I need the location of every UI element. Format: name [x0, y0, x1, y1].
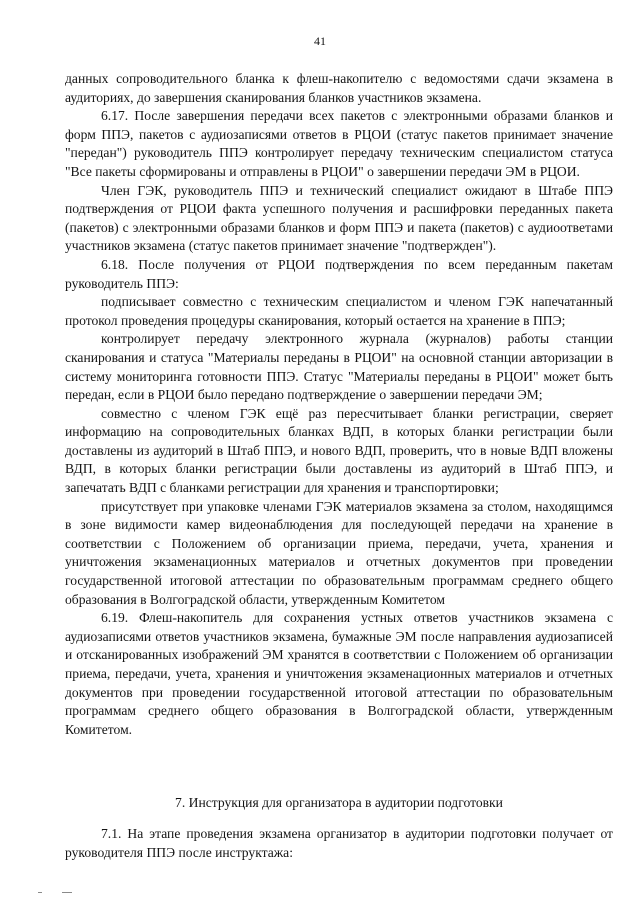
scan-mark: [38, 889, 72, 895]
paragraph: данных сопроводительного бланка к флеш-накопителю с ведомостями сдачи экзамена в аудиториях, до завершения сканирования бланков участников экзамена.: [65, 71, 613, 105]
paragraph: 6.18. После получения от РЦОИ подтверждения по всем переданным пакетам руководитель ППЭ:: [65, 256, 613, 291]
body-text: [65, 70, 613, 739]
paragraph: контролирует передачу электронного журнала (журналов) работы станции сканирования и статуса "Материалы переданы в РЦОИ" на основной станции авторизации в систему мониторинга готовности ППЭ. Статус "Материалы переданы в РЦОИ" может быть передан, если в РЦОИ было передано подтверждение о завершении передачи ЭМ;: [65, 331, 613, 403]
paragraph: совместно с членом ГЭК ещё раз пересчитывает бланки регистрации, сверяет информацию на сопроводительных бланках ВДП, в которых бланки регистрации были доставлены из аудиторий в Штаб ППЭ, и нового ВДП, проверить, что в новые ВДП вложены ВДП, в которых бланки регистрации были доставлены из аудиторий в Штаб ППЭ, и запечатать ВДП с бланками регистрации для хранения и транспортировки;: [65, 405, 613, 496]
paragraph: 6.17. После завершения передачи всех пакетов с электронными образами бланков и форм ППЭ, пакетов с аудиозаписями ответов в РЦОИ (статус пакетов принимает значение "передан") руководитель ППЭ контролирует передачу техническим специалистом статуса "Все пакеты сформированы и отправлены в РЦОИ" о завершении передачи ЭМ в РЦОИ.: [65, 108, 613, 179]
paragraph: Член ГЭК, руководитель ППЭ и технический специалист ожидают в Штабе ППЭ подтверждения от РЦОИ факта успешного получения и расшифровки переданных пакета (пакетов) с электронными образами бланков и форм ППЭ и пакета (пакетов) с аудиоответами участников экзамена (статус пакетов принимает значение "подтвержден").: [65, 182, 613, 254]
paragraph: подписывает совместно с техническим специалистом и членом ГЭК напечатанный протокол проведения процедуры сканирования, который остается на хранение в ППЭ;: [65, 294, 613, 328]
paragraph: присутствует при упаковке членами ГЭК материалов экзамена за столом, находящимся в зоне видимости камер видеонаблюдения для последующей передачи на хранение в соответствии с Положением об организации приема, передачи, учета, хранения и уничтожения экзаменационных материалов и отчетных документов при проведении государственной итоговой аттестации по образовательным программам среднего общего образования в Волгоградской области, утвержденным Комитетом: [65, 498, 613, 607]
section-heading: 7. Инструкция для организатора в аудитории подготовки: [175, 795, 503, 810]
paragraph: 6.19. Флеш-накопитель для сохранения устных ответов участников экзамена с аудиозаписями ответов участников экзамена, бумажные ЭМ после направления аудиозаписей и отсканированных изображений ЭМ хранятся в соответствии с Положением об организации приема, передачи, учета, хранения и уничтожения экзаменационных материалов и отчетных документов при проведении государственной итоговой аттестации по образовательным программам среднего общего образования в Волгоградской области, утвержденным Комитетом.: [65, 610, 613, 737]
section-body: [65, 825, 613, 862]
page-number: 41: [314, 34, 326, 48]
paragraph: 7.1. На этапе проведения экзамена организатор в аудитории подготовки получает от руководителя ППЭ после инструктажа:: [65, 826, 613, 860]
